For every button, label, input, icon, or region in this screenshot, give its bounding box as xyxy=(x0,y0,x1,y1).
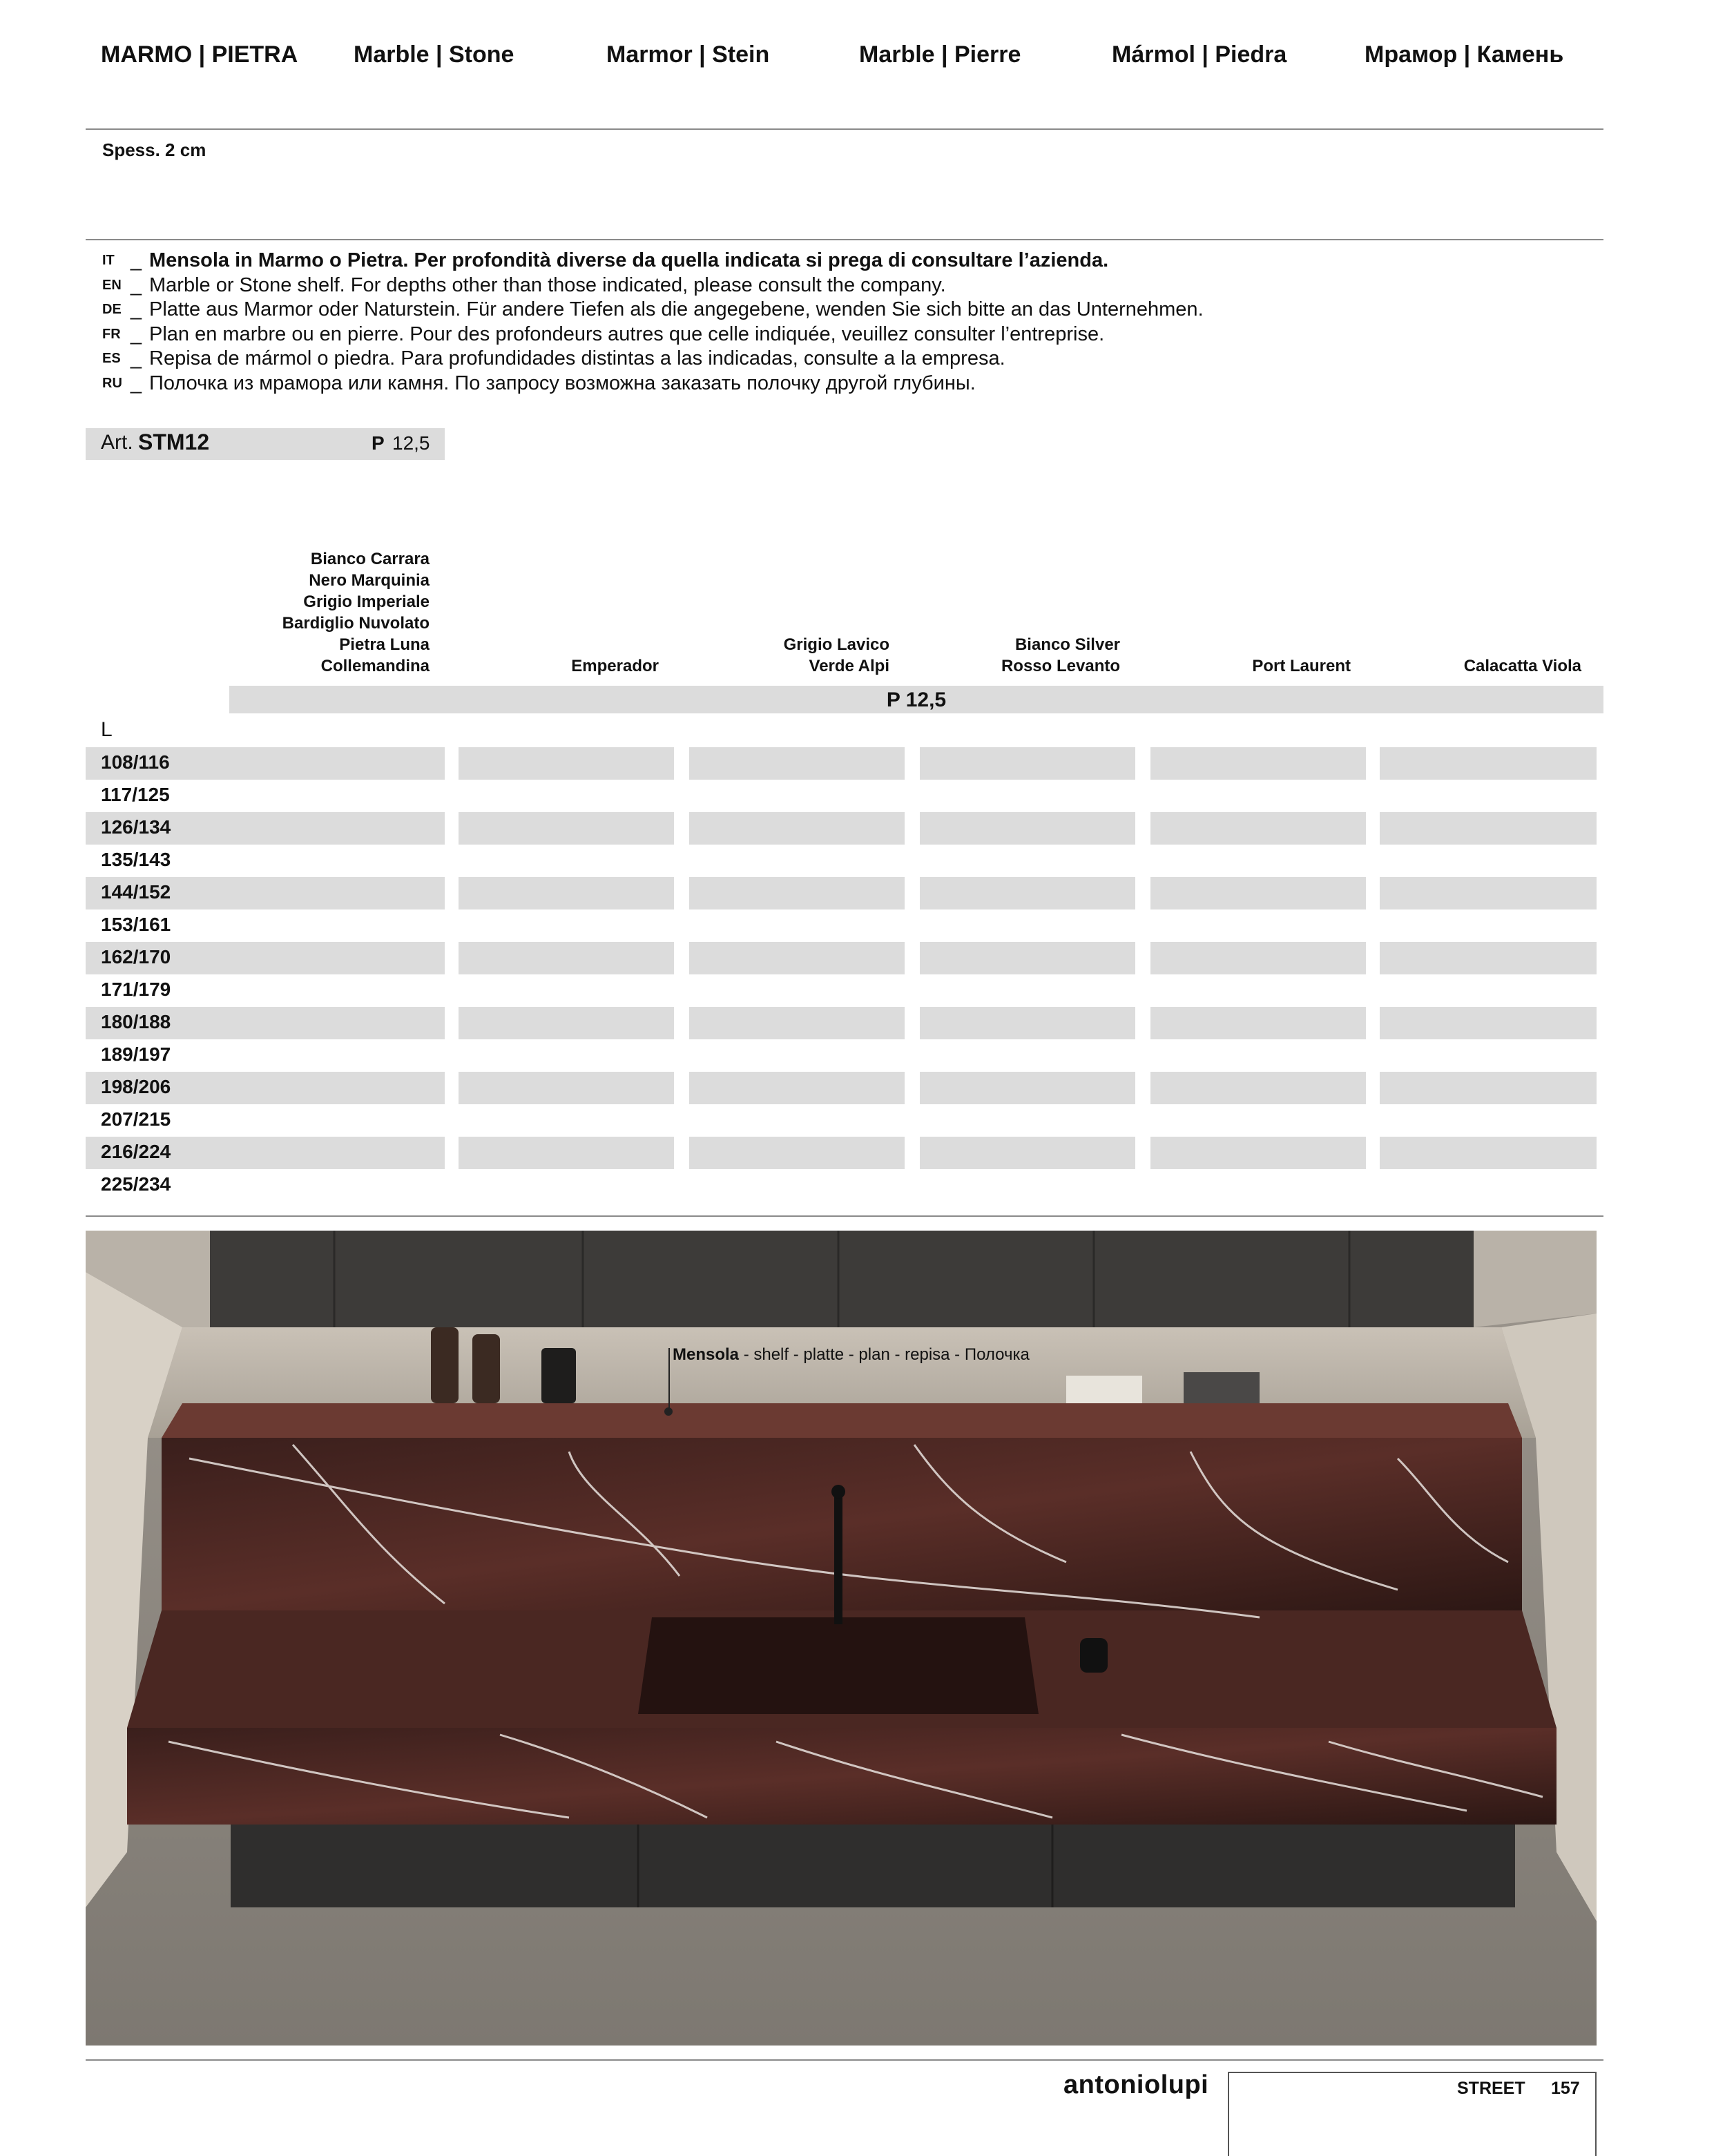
separator: _ xyxy=(130,249,142,272)
shelf-callout xyxy=(673,1345,1030,1365)
language-title-de: Marmor | Stein xyxy=(606,41,770,68)
material-name: Bianco Carrara xyxy=(310,550,430,568)
material-column-2 xyxy=(460,546,659,677)
material-name: Emperador xyxy=(571,657,659,675)
callout-dot xyxy=(664,1407,673,1416)
table-row xyxy=(86,812,1603,845)
table-row xyxy=(86,877,1603,909)
language-code: IT xyxy=(102,253,115,269)
language-code: RU xyxy=(102,375,122,391)
language-title-fr: Marble | Pierre xyxy=(859,41,1021,68)
page-number: 157 xyxy=(1551,2079,1580,2098)
table-row xyxy=(86,909,1603,942)
table-row xyxy=(86,942,1603,974)
description-es xyxy=(102,347,1204,372)
description-text: Marble or Stone shelf. For depths other than those indicated, please consult the company. xyxy=(149,273,946,296)
language-code: EN xyxy=(102,277,122,293)
material-column-4 xyxy=(920,546,1120,677)
separator: _ xyxy=(130,323,142,345)
size-range: 225/234 xyxy=(101,1173,171,1195)
table-row xyxy=(86,1104,1603,1137)
table-row xyxy=(86,845,1603,877)
material-name: Bianco Silver xyxy=(1014,635,1120,654)
language-header xyxy=(101,41,1620,76)
material-name: Collemandina xyxy=(320,657,430,675)
series-name: STREET xyxy=(1457,2079,1525,2098)
separator: _ xyxy=(130,372,142,394)
material-column-3 xyxy=(689,546,889,677)
material-column-1 xyxy=(229,546,430,677)
length-label: L xyxy=(101,718,113,741)
language-title-it: MARMO | PIETRA xyxy=(101,41,298,68)
description-text: Mensola in Marmo o Pietra. Per profondità diverse da quella indicata si prega di consultare l’azienda. xyxy=(149,249,1109,272)
size-range: 126/134 xyxy=(101,816,171,838)
material-name: Pietra Luna xyxy=(339,635,430,654)
material-name: Rosso Levanto xyxy=(1001,657,1120,675)
material-column-6 xyxy=(1380,546,1581,677)
brand-logo: antoniolupi xyxy=(1063,2070,1209,2099)
material-name: Bardiglio Nuvolato xyxy=(282,614,430,633)
footer-box xyxy=(1228,2072,1597,2156)
material-name: Grigio Lavico xyxy=(783,635,889,654)
table-row xyxy=(86,1039,1603,1072)
description-text: Plan en marbre ou en pierre. Pour des profondeurs autres que celle indiquée, veuillez consulter l’entreprise. xyxy=(149,323,1105,345)
language-code: FR xyxy=(102,326,121,342)
size-range: 153/161 xyxy=(101,914,171,935)
divider xyxy=(86,128,1603,130)
description-en xyxy=(102,273,1204,298)
separator: _ xyxy=(130,298,142,321)
table-row xyxy=(86,1169,1603,1202)
material-name: Port Laurent xyxy=(1252,657,1351,675)
article-code: STM12 xyxy=(138,430,210,454)
language-code: DE xyxy=(102,302,122,318)
material-name: Calacatta Viola xyxy=(1463,657,1581,675)
language-title-en: Marble | Stone xyxy=(354,41,514,68)
language-title-ru: Мрамор | Камень xyxy=(1365,41,1564,68)
article-bar xyxy=(86,428,445,460)
description-de xyxy=(102,298,1204,323)
table-row xyxy=(86,780,1603,812)
article-label: Art. xyxy=(101,431,133,454)
description-fr xyxy=(102,323,1204,347)
callout-rest: - shelf - platte - plan - repisa - Полочка xyxy=(739,1345,1030,1364)
size-range: 180/188 xyxy=(101,1011,171,1032)
depth-band-label: P 12,5 xyxy=(886,689,947,711)
size-range: 216/224 xyxy=(101,1141,171,1162)
description-it xyxy=(102,249,1204,273)
table-row xyxy=(86,1137,1603,1169)
description-text: Platte aus Marmor oder Naturstein. Für andere Tiefen als die angegebene, wenden Sie sich bitte an das Unternehmen. xyxy=(149,298,1204,321)
table-row xyxy=(86,1007,1603,1039)
table-row xyxy=(86,974,1603,1007)
size-range: 135/143 xyxy=(101,849,171,870)
description-ru xyxy=(102,372,1204,396)
size-range: 162/170 xyxy=(101,946,171,968)
callout-line xyxy=(668,1348,670,1413)
size-range: 108/116 xyxy=(101,751,170,773)
description-text: Repisa de mármol o piedra. Para profundidades distintas a las indicadas, consulte a la empresa. xyxy=(149,347,1005,370)
divider xyxy=(86,239,1603,240)
material-name: Verde Alpi xyxy=(809,657,889,675)
size-range: 207/215 xyxy=(101,1108,171,1130)
divider xyxy=(86,1215,1603,1217)
material-column-5 xyxy=(1150,546,1351,677)
separator: _ xyxy=(130,273,142,296)
depth-band xyxy=(229,686,1603,713)
thickness-note: Spess. 2 cm xyxy=(102,139,206,160)
size-range: 189/197 xyxy=(101,1043,171,1065)
callout-bold: Mensola xyxy=(673,1345,740,1364)
description-text: Полочка из мрамора или камня. По запросу возможна заказать полочку другой глубины. xyxy=(149,372,976,394)
description-list xyxy=(102,249,1204,396)
table-row xyxy=(86,747,1603,780)
divider xyxy=(86,2059,1603,2061)
size-range: 171/179 xyxy=(101,979,171,1000)
material-name: Nero Marquinia xyxy=(309,571,430,590)
size-range: 144/152 xyxy=(101,881,171,903)
separator: _ xyxy=(130,347,142,370)
size-range: 198/206 xyxy=(101,1076,171,1097)
size-range: 117/125 xyxy=(101,784,170,805)
language-title-es: Mármol | Piedra xyxy=(1112,41,1287,68)
language-code: ES xyxy=(102,351,121,367)
depth-value: 12,5 xyxy=(392,432,430,454)
depth-label: P xyxy=(372,432,385,454)
material-name: Grigio Imperiale xyxy=(303,593,430,611)
table-row xyxy=(86,1072,1603,1104)
